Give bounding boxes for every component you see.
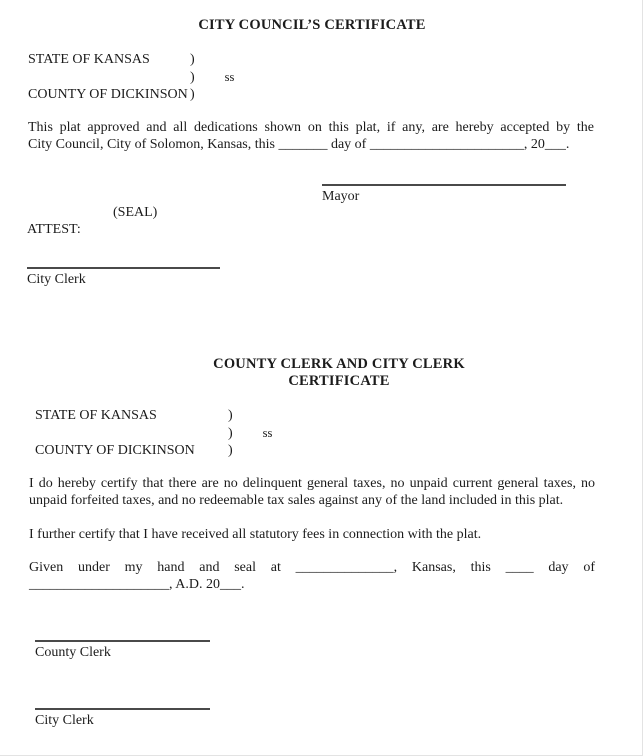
venue-1-paren-bottom: ) <box>190 87 195 102</box>
seal-label: (SEAL) <box>113 205 158 220</box>
venue-block-1 <box>28 51 234 104</box>
city-clerk-signature-block-2 <box>35 708 210 729</box>
venue-2-paren-bottom: ) <box>228 443 233 458</box>
venue-1-paren-top: ) <box>190 52 195 67</box>
statutory-fees-paragraph: I further certify that I have received all statutory fees in connection with the plat. <box>29 527 482 542</box>
tax-certification-line-2: unpaid forfeited taxes, and no redeemable tax sales against any of the land included in this plat. <box>29 493 564 509</box>
venue-1-ss-row <box>28 69 234 87</box>
venue-2-county-label: COUNTY OF DICKINSON <box>35 443 195 458</box>
attest-label: ATTEST: <box>27 222 81 237</box>
tax-certification-paragraph <box>29 475 595 509</box>
city-council-body-line-2: City Council, City of Solomon, Kansas, this _______ day of ______________________, 20___. <box>28 137 570 153</box>
city-clerk-signature-label-2: City Clerk <box>35 713 94 728</box>
venue-2-paren-top: ) <box>228 408 233 423</box>
tax-certification-line-1: I do hereby certify that there are no delinquent general taxes, no unpaid current general taxes, no <box>29 476 595 491</box>
city-clerk-signature-line-1 <box>27 267 220 269</box>
given-under-hand-line-2: ____________________, A.D. 20___. <box>29 577 245 593</box>
city-council-certificate-title: CITY COUNCIL’S CERTIFICATE <box>198 17 426 33</box>
county-city-clerk-certificate-title <box>35 356 643 390</box>
venue-1-paren-middle: ) <box>190 69 195 85</box>
venue-2-county-row <box>35 442 272 460</box>
venue-1-state-row <box>28 51 234 69</box>
given-under-hand-paragraph <box>29 559 595 593</box>
county-clerk-signature-label: County Clerk <box>35 645 111 660</box>
city-clerk-signature-label-1: City Clerk <box>27 272 86 287</box>
city-council-body-paragraph <box>28 119 594 153</box>
mayor-signature-block <box>322 184 566 205</box>
venue-1-ss-label: ss <box>224 69 235 84</box>
county-city-clerk-title-line-2: CERTIFICATE <box>288 373 390 389</box>
county-city-clerk-title-line-1: COUNTY CLERK AND CITY CLERK <box>213 356 465 372</box>
mayor-signature-line <box>322 184 566 186</box>
venue-2-state-row <box>35 407 272 425</box>
city-clerk-signature-block-1 <box>27 267 220 288</box>
county-clerk-signature-block <box>35 640 210 661</box>
venue-1-county-row <box>28 86 234 104</box>
venue-1-county-label: COUNTY OF DICKINSON <box>28 87 188 102</box>
mayor-signature-label: Mayor <box>322 189 360 204</box>
venue-2-paren-middle: ) <box>228 425 233 441</box>
venue-2-ss-label: ss <box>262 425 273 440</box>
city-clerk-signature-line-2 <box>35 708 210 710</box>
venue-2-ss-row <box>35 425 272 443</box>
venue-block-2 <box>35 407 272 460</box>
given-under-hand-line-1: Given under my hand and seal at ______________, Kansas, this ____ day of <box>29 560 595 575</box>
venue-1-state-label: STATE OF KANSAS <box>28 52 150 67</box>
city-council-body-line-1: This plat approved and all dedications shown on this plat, if any, are hereby accepted by the <box>28 120 594 135</box>
venue-2-state-label: STATE OF KANSAS <box>35 408 157 423</box>
county-clerk-signature-line <box>35 640 210 642</box>
